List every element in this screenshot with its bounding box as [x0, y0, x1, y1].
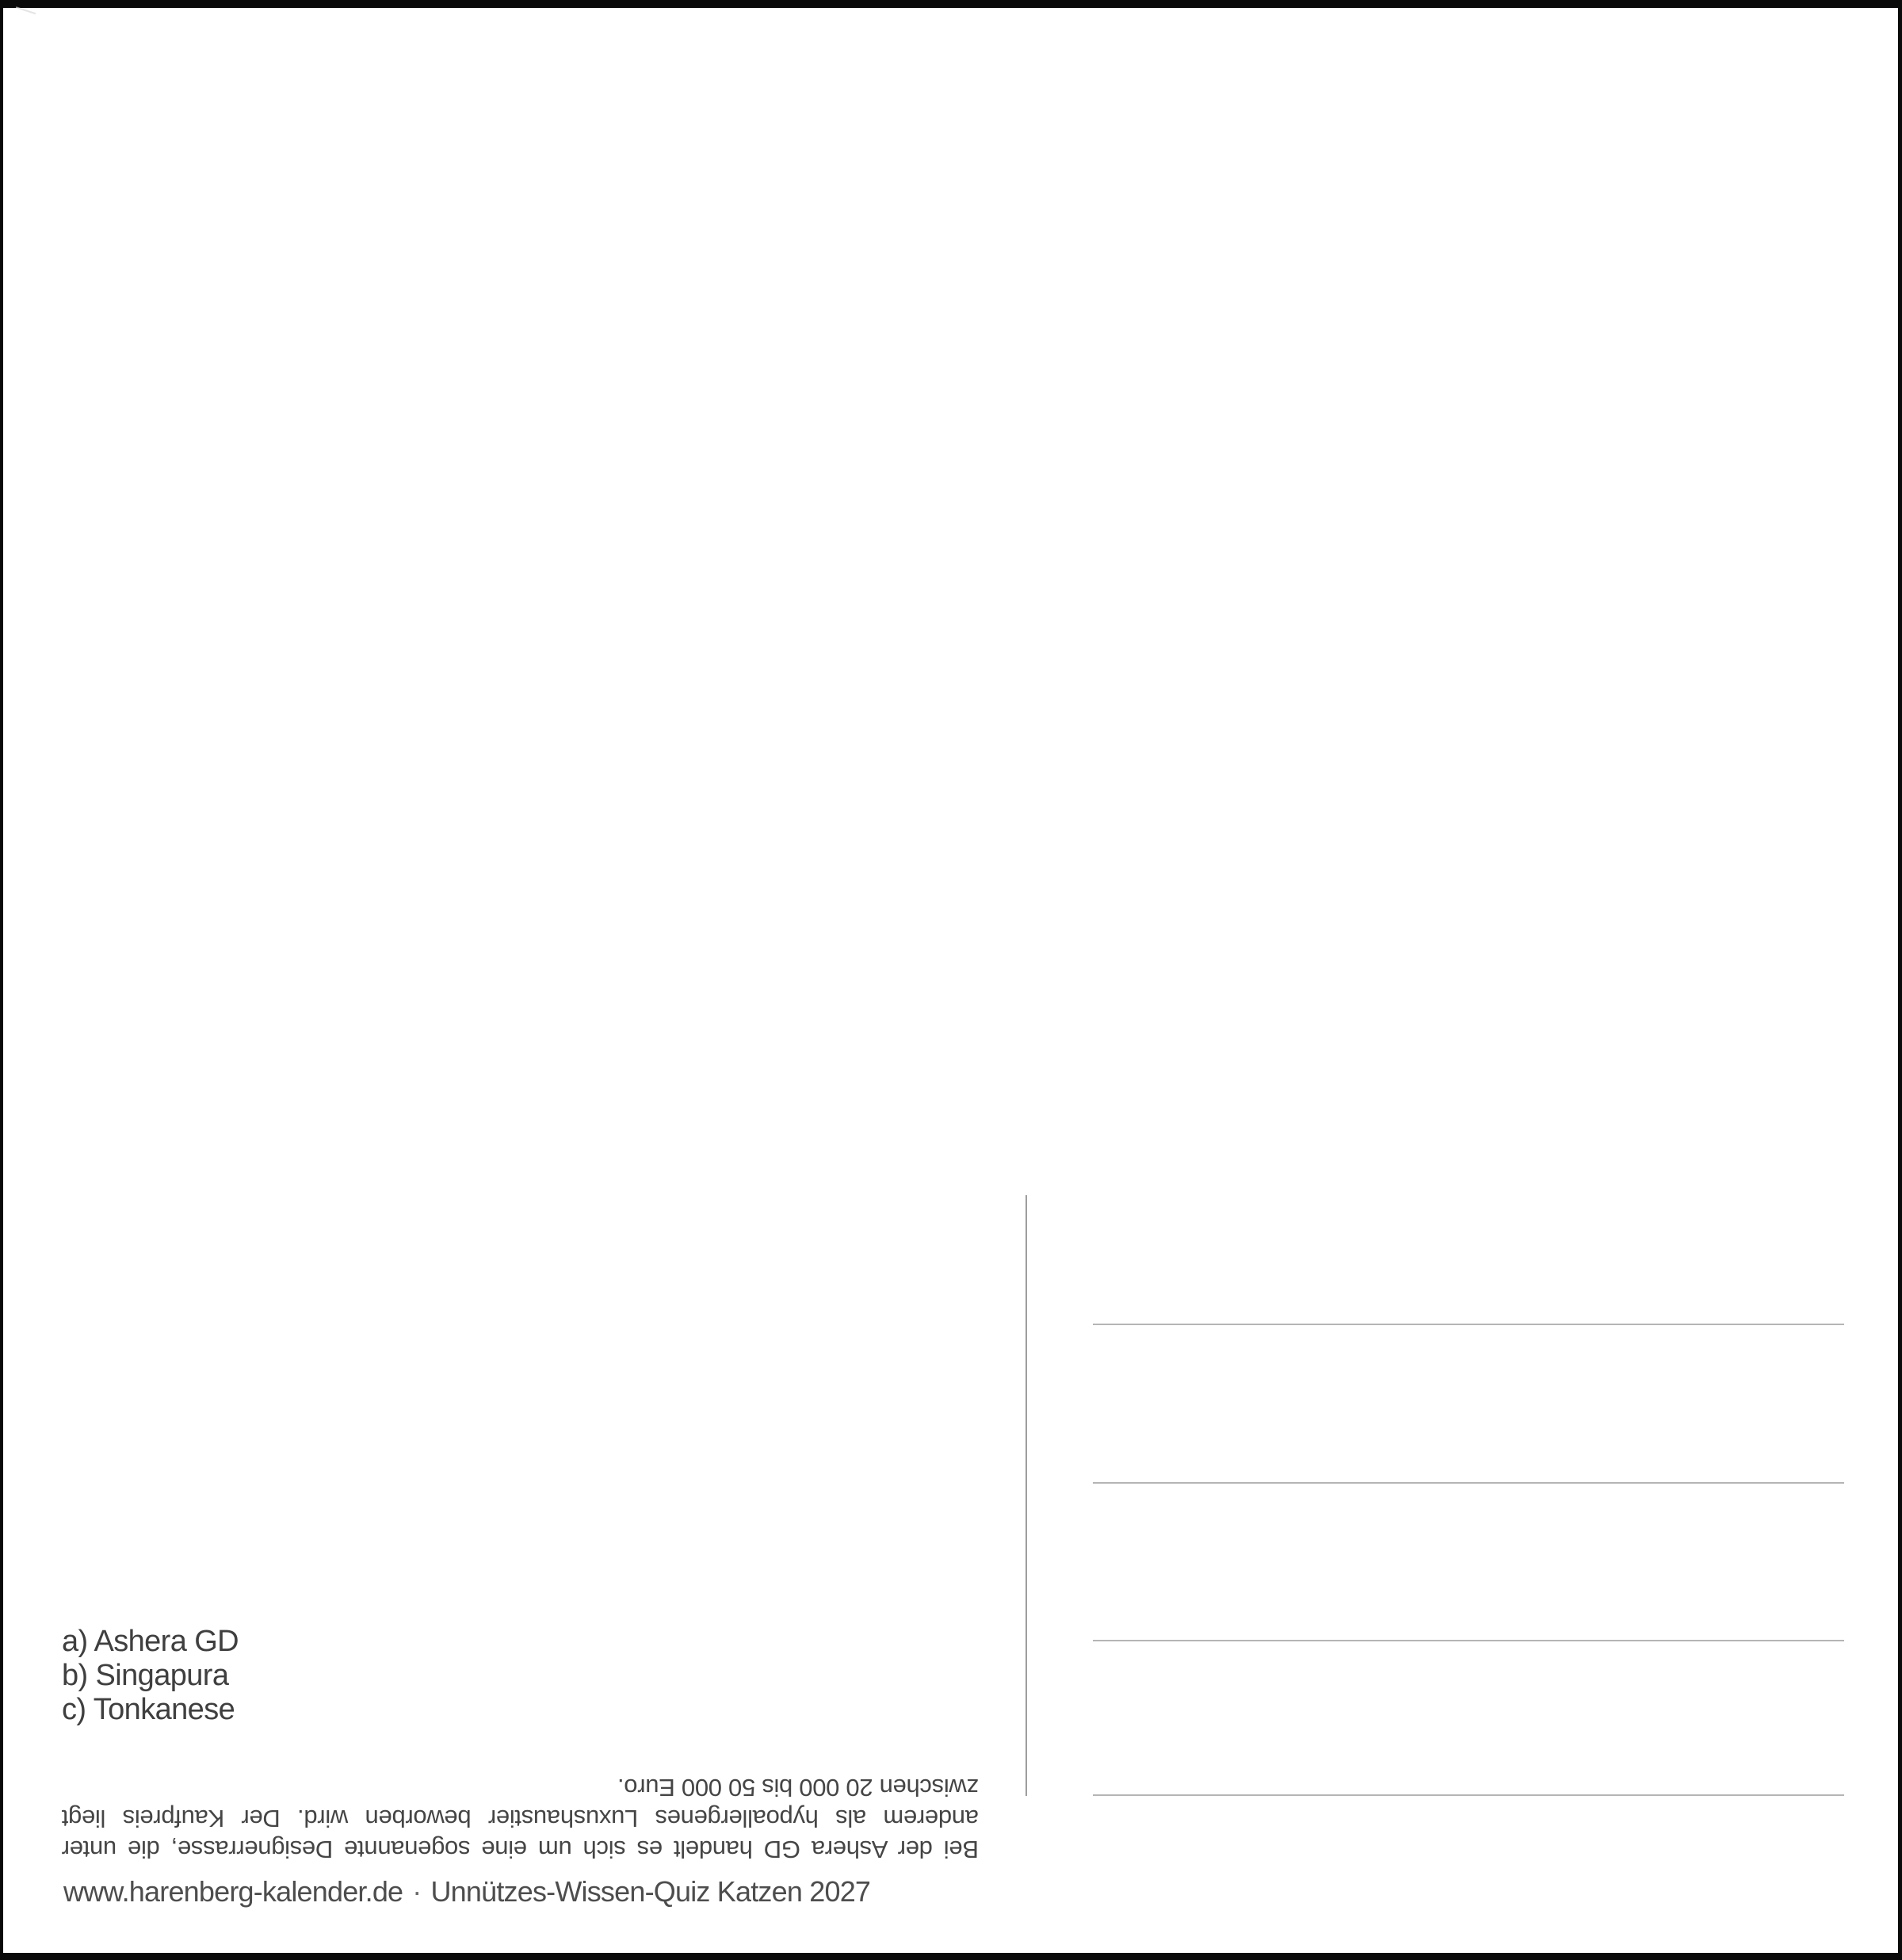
answer-line-3: zwischen 20 000 bis 50 000 Euro.	[617, 1774, 979, 1801]
address-line-2	[1093, 1482, 1844, 1484]
postcard-card	[3, 8, 1898, 1953]
footer-product: Unnützes-Wissen-Quiz Katzen 2027	[430, 1875, 871, 1908]
scan-artifact	[13, 6, 36, 21]
address-line-4	[1093, 1794, 1844, 1796]
footer-credit	[63, 1875, 870, 1908]
quiz-options	[62, 1625, 239, 1727]
quiz-answer-rotated-text	[62, 1772, 979, 1865]
footer-website: www.harenberg-kalender.de	[63, 1875, 403, 1908]
address-line-1	[1093, 1324, 1844, 1325]
quiz-option-a: a) Ashera GD	[62, 1625, 239, 1658]
answer-line-2: anderem als hypoallergenes Luxushaustier beworben wird. Der Kaufpreis liegt	[62, 1805, 979, 1832]
quiz-option-c: c) Tonkanese	[62, 1693, 235, 1726]
quiz-option-b: b) Singapura	[62, 1659, 229, 1692]
footer-separator: ·	[412, 1875, 422, 1908]
postcard-divider-line	[1025, 1195, 1027, 1796]
address-line-3	[1093, 1640, 1844, 1641]
answer-line-1: Bei der Ashera GD handelt es sich um eine sogenannte Designerrasse, die unter	[62, 1836, 979, 1863]
